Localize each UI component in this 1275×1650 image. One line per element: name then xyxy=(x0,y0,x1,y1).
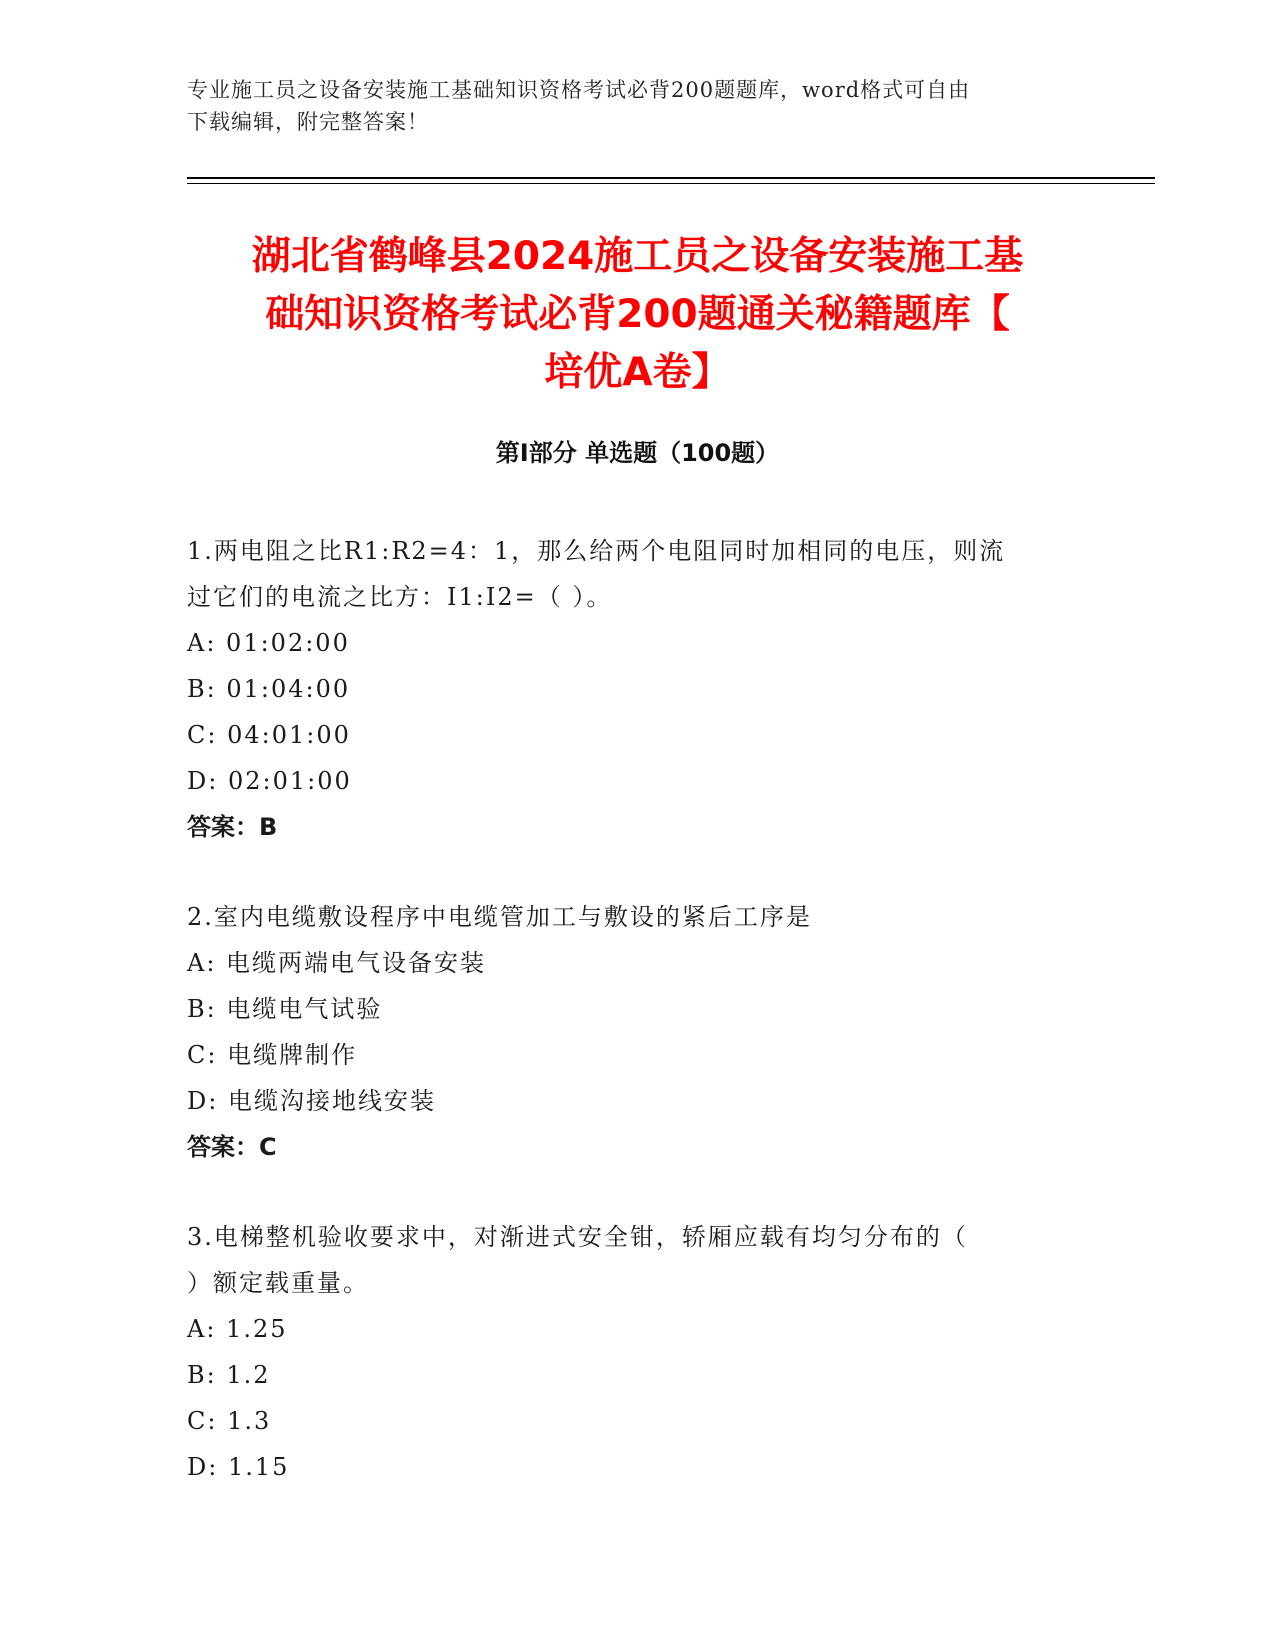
document-title xyxy=(160,228,1115,402)
option-b: B: 1.2 xyxy=(187,1361,271,1389)
document-title-line3: 培优A卷】 xyxy=(544,350,731,395)
option-a: A: 1.25 xyxy=(187,1315,288,1343)
answer: 答案：C xyxy=(187,1133,277,1161)
option-b: B: 01:04:00 xyxy=(187,675,351,703)
option-c: C: 04:01:00 xyxy=(187,721,351,749)
question-stem: 3.电梯整机验收要求中，对渐进式安全钳，轿厢应载有均匀分布的（ xyxy=(187,1223,968,1251)
option-d: D: 电缆沟接地线安装 xyxy=(187,1087,436,1115)
option-c: C: 电缆牌制作 xyxy=(187,1041,358,1069)
option-c: C: 1.3 xyxy=(187,1407,272,1435)
header-note-line2: 下载编辑，附完整答案！ xyxy=(187,110,429,134)
question-1 xyxy=(187,528,1067,850)
option-a: A: 电缆两端电气设备安装 xyxy=(187,949,487,977)
question-stem: ）额定载重量。 xyxy=(187,1269,369,1297)
option-a: A: 01:02:00 xyxy=(187,629,350,657)
question-stem: 2.室内电缆敷设程序中电缆管加工与敷设的紧后工序是 xyxy=(187,903,812,931)
question-2 xyxy=(187,894,1067,1170)
header-note-line1: 专业施工员之设备安装施工基础知识资格考试必背200题题库，word格式可自由 xyxy=(187,78,971,102)
question-3 xyxy=(187,1214,1067,1490)
header-divider-thick xyxy=(187,177,1155,179)
option-d: D: 1.15 xyxy=(187,1453,290,1481)
question-stem: 1.两电阻之比R1:R2=4：1，那么给两个电阻同时加相同的电压，则流 xyxy=(187,537,1006,565)
answer: 答案：B xyxy=(187,813,278,841)
option-d: D: 02:01:00 xyxy=(187,767,352,795)
document-title-line2: 础知识资格考试必背200题通关秘籍题库【 xyxy=(265,292,1010,337)
question-stem: 过它们的电流之比方：I1:I2=（ ）。 xyxy=(187,583,613,611)
question-list xyxy=(187,528,1067,1534)
document-title-line1: 湖北省鹤峰县2024施工员之设备安装施工基 xyxy=(251,234,1024,279)
section-title: 第Ⅰ部分 单选题（100题） xyxy=(495,439,780,467)
option-b: B: 电缆电气试验 xyxy=(187,995,383,1023)
header-note xyxy=(187,74,1087,138)
header-divider-thin xyxy=(187,183,1155,184)
